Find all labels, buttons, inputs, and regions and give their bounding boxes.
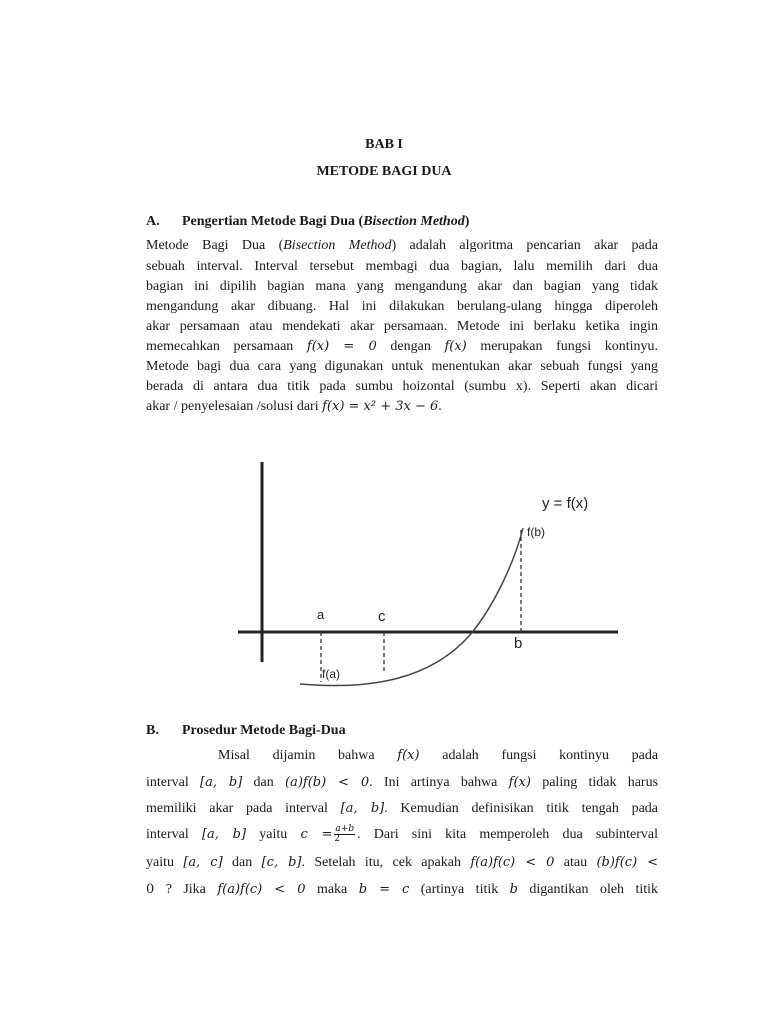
text-run: bahwa [338, 748, 375, 763]
text-run: memiliki akar pada interval [146, 801, 328, 816]
section-b-number: B. [146, 723, 159, 738]
chapter-title: METODE BAGI DUA [316, 164, 452, 179]
section-a-title-post: ) [464, 214, 470, 229]
paragraph-line [146, 236, 658, 256]
text-run: . Ini artinya bahwa [369, 775, 498, 790]
paragraph-line [146, 853, 658, 873]
text-run: Misal [218, 748, 250, 763]
text-run: ? Jika [165, 882, 206, 897]
paragraph-line [146, 880, 658, 900]
text-run: Metode Bagi Dua ( [146, 238, 284, 253]
math-expression: b = c [358, 882, 410, 897]
section-a-title [182, 214, 469, 230]
text-run: akar / penyelesaian /solusi dari [146, 399, 319, 414]
text-run: memecahkan persamaan [146, 339, 294, 354]
math-expression: [c, b] [261, 855, 302, 870]
text-run: . Kemudian definisikan titik tengah pada [384, 801, 659, 816]
text-run: merupakan fungsi kontinyu. [480, 339, 658, 354]
text-run: dan [232, 855, 253, 870]
paragraph-line [146, 825, 658, 845]
math-expression: f(x) = x² + 3x − 6 [322, 399, 439, 414]
text-run: pada [631, 748, 659, 763]
section-a-number: A. [146, 214, 160, 229]
math-expression: f(x) [444, 339, 467, 354]
text-run: dan [253, 775, 274, 790]
fraction-denominator: 2 [334, 834, 341, 845]
math-expression: f(x) = 0 [306, 339, 377, 354]
math-expression: b [509, 882, 518, 897]
paragraph-line [146, 773, 658, 793]
fraction [334, 825, 355, 844]
text-run: (artinya titik [420, 882, 499, 897]
section-a-title-pre: Pengertian Metode Bagi Dua ( [182, 214, 364, 229]
paragraph-line [146, 397, 658, 417]
label-curve: y = f(x) [542, 495, 589, 512]
text-run: . [438, 399, 442, 414]
label-fa: f(a) [322, 667, 340, 681]
section-a-title-italic: Bisection Method [363, 214, 465, 229]
fraction-numerator: a+b [335, 824, 355, 835]
chapter-heading: BAB I [365, 137, 403, 152]
math-expression: f(x) [508, 775, 531, 790]
paragraph-line: bagian ini dipilih bagian mana yang mengandung akar dan bagian yang tidak [146, 279, 658, 294]
paragraph-line: berada di antara dua titik pada sumbu hoizontal (sumbu x). Seperti akan dicari [146, 379, 658, 394]
text-run: dengan [390, 339, 431, 354]
text-run: atau [563, 855, 588, 870]
text-run: adalah [442, 748, 479, 763]
section-b-title: Prosedur Metode Bagi-Dua [182, 723, 346, 738]
math-expression: (b)f(c) < [596, 855, 659, 870]
text-run: ) adalah algoritma pencarian akar pada [391, 238, 658, 253]
text-run: dijamin [272, 748, 316, 763]
math-expression: f(x) [397, 748, 420, 763]
math-expression: f(a)f(c) < 0 [217, 882, 306, 897]
text-run: digantikan oleh titik [529, 882, 659, 897]
text-run: . Dari sini kita memperoleh dua subinterval [357, 827, 659, 842]
text-run: . Setelah itu, cek apakah [301, 855, 461, 870]
text-run: maka [316, 882, 348, 897]
text-run: interval [146, 827, 189, 842]
math-expression: [a, b] [201, 827, 247, 842]
paragraph-line [146, 337, 658, 357]
paragraph-line [218, 746, 658, 766]
text-run: kontinyu [559, 748, 609, 763]
text-run: interval [146, 775, 189, 790]
math-expression: 0 [146, 882, 155, 897]
math-expression: c = [300, 827, 333, 842]
label-a: a [317, 607, 325, 622]
text-run: yaitu [146, 855, 174, 870]
label-b: b [514, 635, 523, 652]
math-expression: f(a)f(c) < 0 [470, 855, 555, 870]
paragraph-line: mengandung akar dibuang. Hal ini dilakukan berulang-ulang hingga diperoleh [146, 299, 658, 314]
paragraph-line: akar persamaan atau mendekati akar persamaan. Metode ini berlaku ketika ingin [146, 319, 658, 334]
paragraph-line: Metode bagi dua cara yang digunakan untuk menentukan akar sebuah fungsi yang [146, 359, 658, 374]
paragraph-line: sebuah interval. Interval tersebut membagi dua bagian, lalu memilih dari dua [146, 259, 658, 274]
bisection-figure [220, 440, 640, 700]
text-run: yaitu [259, 827, 288, 842]
paragraph-line [146, 799, 658, 819]
label-fb: f(b) [527, 525, 545, 539]
text-run: paling tidak harus [542, 775, 659, 790]
math-expression: [a, b] [200, 775, 243, 790]
math-expression: [a, c] [183, 855, 223, 870]
text-run: fungsi [501, 748, 537, 763]
math-expression: (a)f(b) < 0 [285, 775, 370, 790]
italic-term: Bisection Method [283, 238, 392, 253]
function-curve [300, 528, 523, 686]
math-expression: [a, b] [340, 801, 385, 816]
label-c: c [378, 608, 386, 625]
